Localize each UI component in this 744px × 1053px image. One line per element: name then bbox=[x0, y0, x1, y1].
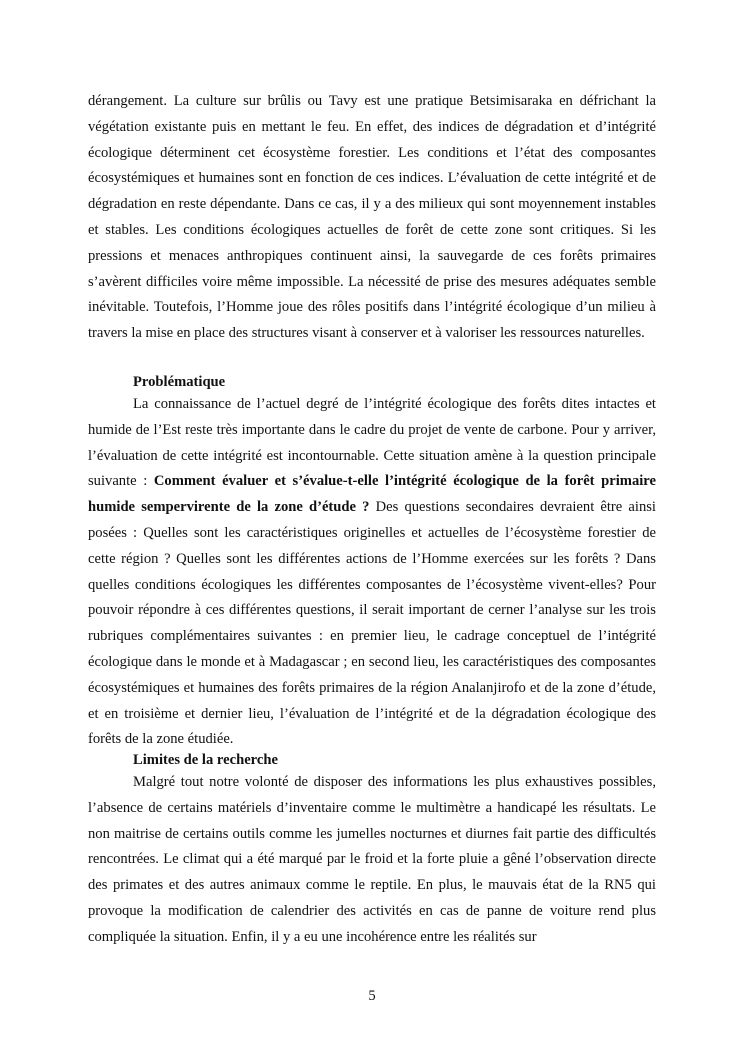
intro-section bbox=[88, 89, 656, 347]
problematique-paragraph bbox=[88, 392, 656, 753]
problematique-section bbox=[88, 372, 656, 753]
limites-heading: Limites de la recherche bbox=[133, 752, 278, 768]
limites-paragraph: Malgré tout notre volonté de disposer des informations les plus exhaustives possibles, l’absence de certains matériels d’inventaire comme le multimètre a handicapé les résultats. Le non maitrise de certains outils comme les jumelles nocturnes et diurnes fait partie des difficultés rencontrées. Le climat qui a été marqué par le froid et la forte pluie a gêné l’observation directe des primates et des autres animaux comme le reptile. En plus, le mauvais état de la RN5 qui provoque la modification de calendrier des activités en cas de panne de voiture rend plus compliquée la situation. Enfin, il y a eu une incohérence entre les réalités sur bbox=[88, 774, 656, 945]
intro-paragraph: dérangement. La culture sur brûlis ou Tavy est une pratique Betsimisaraka en défrichant la végétation existante puis en mettant le feu. En effet, des indices de dégradation et d’intégrité écologique déterminent cet écosystème forestier. Les conditions et l’état des composantes écosystémiques et humaines sont en fonction de ces indices. L’évaluation de cette intégrité et de dégradation en reste dépendante. Dans ce cas, il y a des milieux qui sont moyennement instables et stables. Les conditions écologiques actuelles de forêt de cette zone sont critiques. Si les pressions et menaces anthropiques continuent ainsi, la sauvegarde de ces forêts primaires s’avèrent difficiles voire même impossible. La nécessité de prise des mesures adéquates semble inévitable. Toutefois, l’Homme joue des rôles positifs dans l’intégrité écologique d’un milieu à travers la mise en place des structures visant à conserver et à valoriser les ressources naturelles. bbox=[88, 93, 656, 342]
limites-section bbox=[88, 750, 656, 951]
problematique-text-after: Des questions secondaires devraient être ainsi posées : Quelles sont les caractéristiques originelles et actuelles de l’écosystème forestier de cette région ? Quelles sont les différentes actions de l’Homme exercées sur les forêts ? Dans quelles conditions écologiques les différentes composantes de l’écosystème vivent-elles? Pour pouvoir répondre à ces différentes questions, il serait important de cerner l’analyse sur les trois rubriques complémentaires suivantes : en premier lieu, le cadrage conceptuel de l’intégrité écologique dans le monde et à Madagascar ; en second lieu, les caractéristiques des composantes écosystémiques et humaines des forêts primaires de la région Analanjirofo et de la zone d’étude, et en troisième et dernier lieu, l’évaluation de l’intégrité et de la dégradation écologique des forêts de la zone étudiée. bbox=[88, 499, 656, 748]
page-number: 5 bbox=[368, 988, 376, 1004]
main-research-question: Comment évaluer et s’évalue-t-elle l’intégrité écologique de la forêt primaire humide sempervirente de la zone d’étude ? bbox=[88, 473, 656, 516]
problematique-text-before: La connaissance de l’actuel degré de l’intégrité écologique des forêts dites intactes et humide de l’Est reste très importante dans le cadre du projet de vente de carbone. Pour y arriver, l’évaluation de cette intégrité est incontournable. Cette situation amène à la question principale suivante : bbox=[88, 396, 656, 490]
problematique-heading: Problématique bbox=[133, 374, 226, 390]
